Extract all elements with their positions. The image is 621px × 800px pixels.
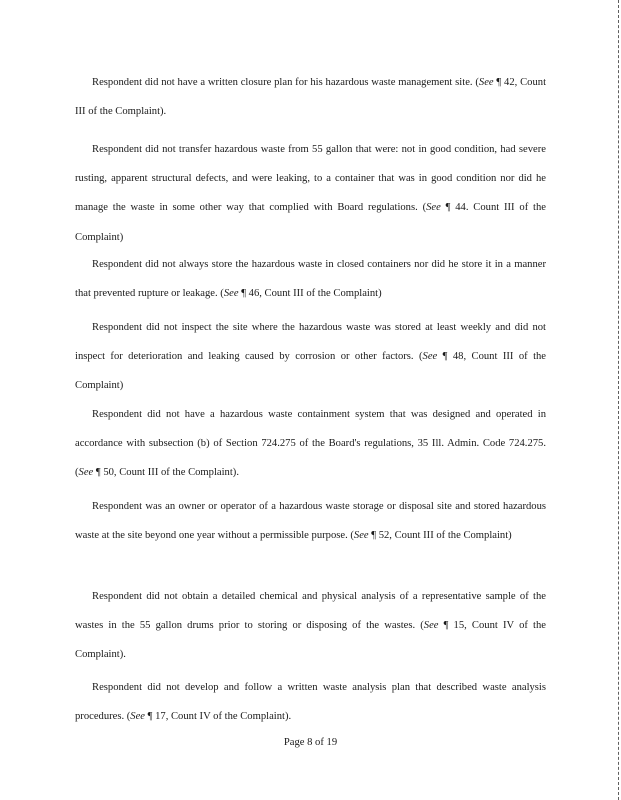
page-number: Page 8 of 19 [283,737,338,748]
paragraph-chemical-analysis: Respondent did not obtain a detailed chemical and physical analysis of a representative sample of the wastes in the 55 gallon drums prior to storing or disposing of the wastes. (See ¶ 15, Count IV of the Complaint). [75,591,546,661]
paragraph-containment-system: Respondent did not have a hazardous waste containment system that was designed and operated in accordance with subsection (b) of Section 724.275 of the Board's regulations, 35 Ill. Admin. Code 724.275. (See ¶ 50, Count III of the Complaint). [75,409,546,479]
paragraph-closed-containers: Respondent did not always store the hazardous waste in closed containers nor did he store it in a manner that prevented rupture or leakage. (See ¶ 46, Count III of the Complaint) [75,259,546,300]
scan-edge-marks [616,0,619,800]
paragraph-transfer-waste: Respondent did not transfer hazardous waste from 55 gallon that were: not in good condition, had severe rusting, apparent structural defects, and were leaking, to a container that was in good condition nor did he manage the waste in some other way that complied with Board regulations. (See ¶ 44. Count III of the Complaint) [75,144,546,243]
paragraph-waste-analysis-plan: Respondent did not develop and follow a written waste analysis plan that described waste analysis procedures. (See ¶ 17, Count IV of the Complaint). [75,682,546,723]
paragraph-weekly-inspection: Respondent did not inspect the site where the hazardous waste was stored at least weekly and did not inspect for deterioration and leaking caused by corrosion or other factors. (See ¶ 48, Count III of the Complaint) [75,322,547,392]
paragraph-closure-plan: Respondent did not have a written closure plan for his hazardous waste management site. (See ¶ 42, Count III of the Complaint). [75,77,547,118]
paragraph-storage-duration: Respondent was an owner or operator of a hazardous waste storage or disposal site and stored hazardous waste at the site beyond one year without a permissible purpose. (See ¶ 52, Count III of the Complaint) [75,501,546,542]
